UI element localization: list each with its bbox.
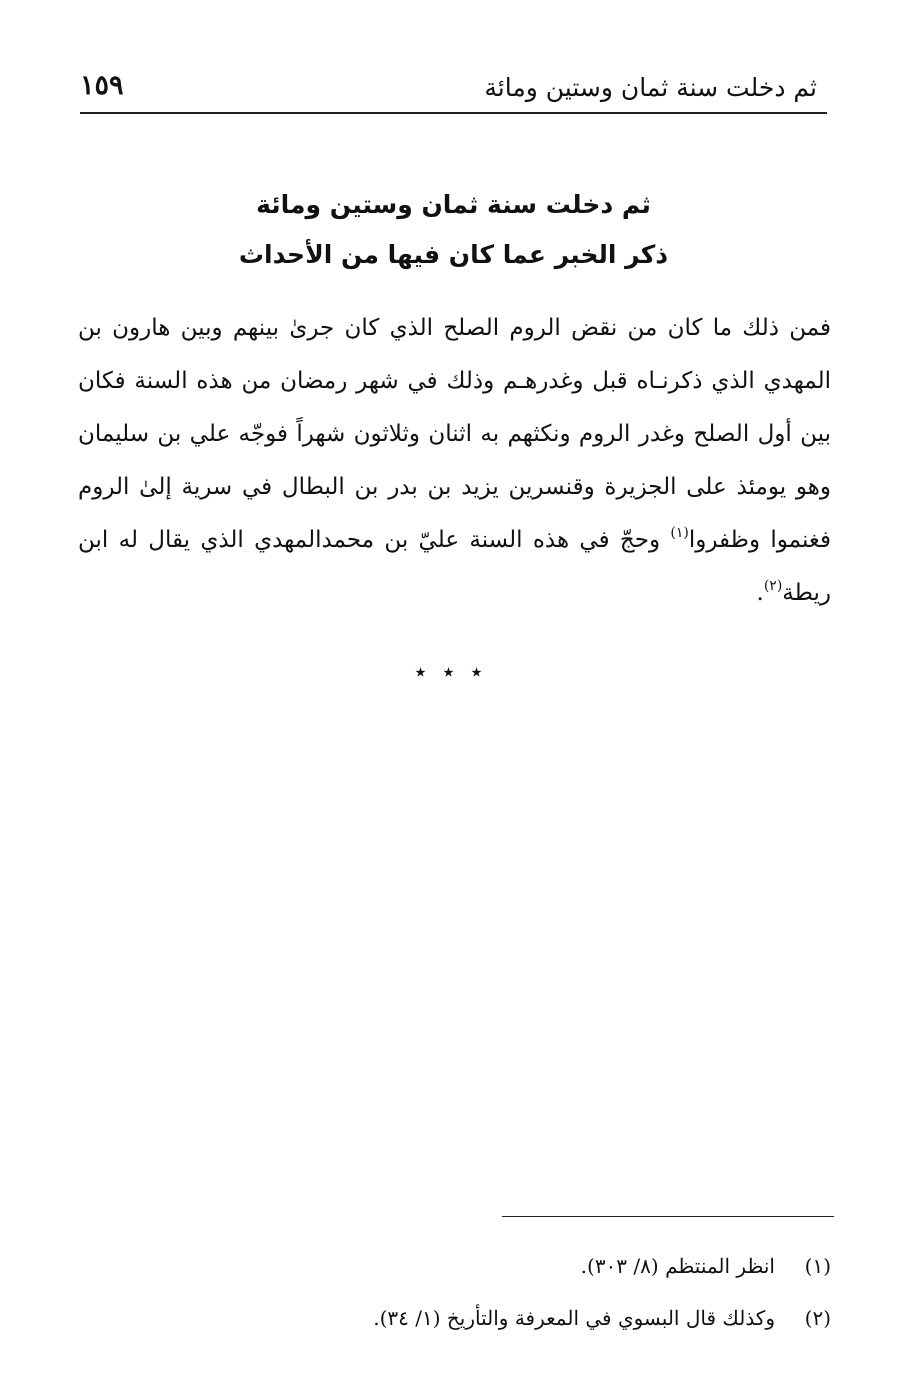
footnotes: [80, 1240, 831, 1344]
footnote-divider: [502, 1216, 834, 1217]
body-text-part-3: .: [756, 580, 764, 606]
footnote-ref-1[interactable]: (١): [670, 525, 689, 541]
running-header: [80, 68, 827, 114]
footnote-2: [80, 1292, 831, 1344]
chapter-heading: ثم دخلت سنة ثمان وستين ومائة: [256, 190, 651, 219]
separator-star-icon: ٭: [442, 660, 455, 685]
chapter-subheading: ذكر الخبر عما كان فيها من الأحداث: [238, 240, 669, 269]
running-title: ثم دخلت سنة ثمان وستين ومائة: [484, 73, 817, 102]
footnote-text: انظر المنتظم (٨/ ٣٠٣).: [580, 1254, 775, 1278]
footnote-number: (٢): [804, 1306, 831, 1330]
section-separator: [0, 660, 897, 685]
body-text-part-2: وحجّ في هذه السنة عليّ بن محمدالمهدي الذي يقال له ابن ريطة: [78, 527, 831, 606]
body-paragraph: [78, 302, 831, 620]
footnote-text: وكذلك قال البسوي في المعرفة والتأريخ (١/ ٣٤).: [373, 1306, 775, 1330]
separator-star-icon: ٭: [470, 660, 483, 685]
page-number: ١٥٩: [80, 70, 124, 101]
footnote-1: [80, 1240, 831, 1292]
footnote-number: (١): [804, 1254, 831, 1278]
body-text-part-1: فمن ذلك ما كان من نقض الروم الصلح الذي كان جرىٰ بينهم وبين هارون بن المهدي الذي ذكرنـاه قبل وغدرهـم وذلك في شهر رمضان من هذه السنة فكان بين أول الصلح وغدر الروم ونكثهم به اثنان وثلاثون شهراً فوجّه علي بن سليمان وهو يومئذ على الجزيرة وقنسرين يزيد بن بدر بن البطال في سرية إلىٰ الروم فغنموا وظفروا: [78, 315, 832, 553]
footnote-ref-2[interactable]: (٢): [763, 578, 783, 594]
separator-star-icon: ٭: [414, 660, 427, 685]
